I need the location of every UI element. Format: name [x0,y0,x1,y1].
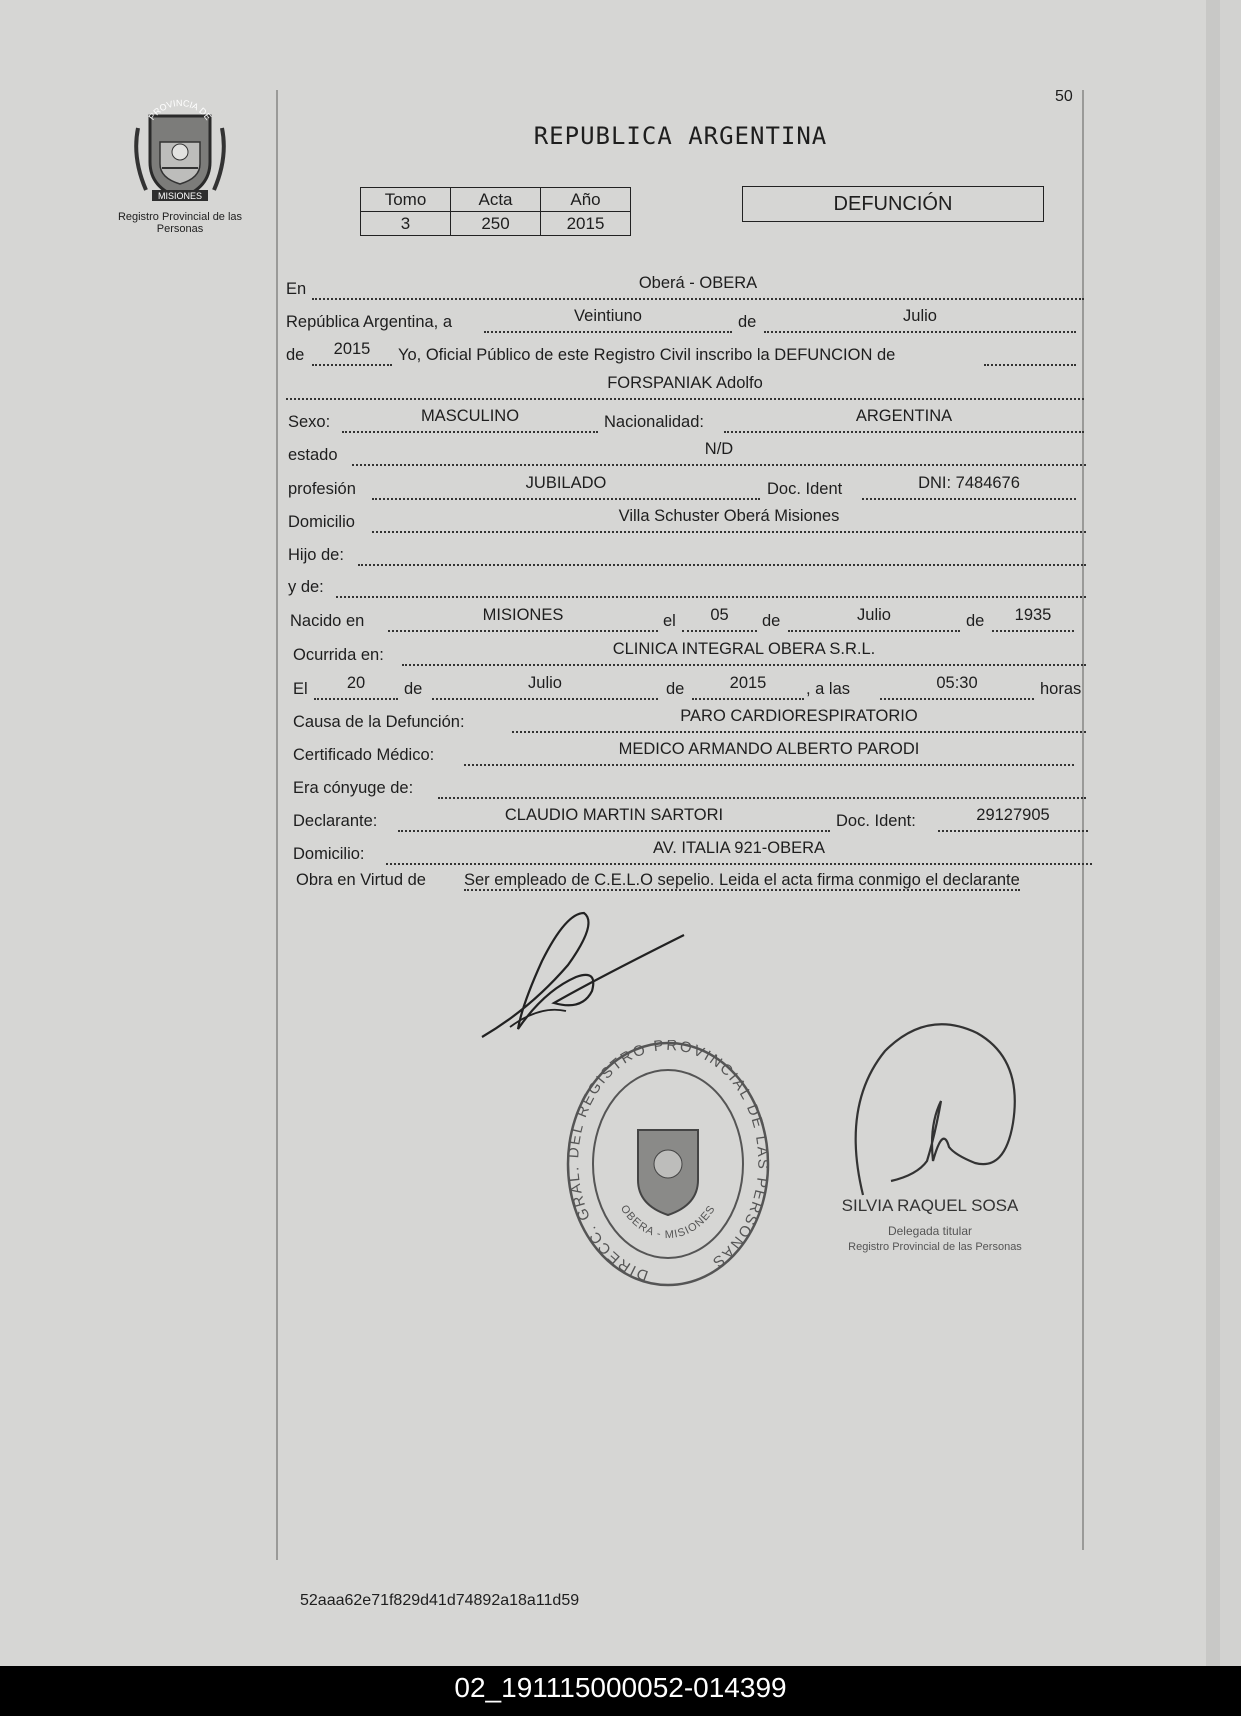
anio-value: 2015 [312,340,392,366]
obra-value: Ser empleado de C.E.L.O sepelio. Leida el acta firma conmigo el declarante [464,871,1020,889]
profesion-label: profesión [288,480,356,498]
hijo-de-value [358,540,1086,566]
deceased-name: FORSPANIAK Adolfo [286,374,1084,400]
declarante-line [0,804,1241,832]
nacido-line [0,604,1241,632]
y-de-label: y de: [288,578,324,596]
republica-label: República Argentina, a [286,313,453,331]
stamp-inner-text: OBERA - MISIONES [617,1202,719,1242]
fecha-de2-label: de [666,680,685,698]
ocurrida-label: Ocurrida en: [293,646,384,664]
nacido-label: Nacido en [290,612,365,630]
declarante-value: CLAUDIO MARTIN SARTORI [398,806,830,832]
estado-value: N/D [352,440,1086,466]
republica-de-label: de [738,313,757,331]
nacionalidad-label: Nacionalidad: [604,413,704,431]
tomo-header: Tomo [361,188,451,212]
en-value: Oberá - OBERA [312,274,1084,300]
domicilio2-line [0,837,1241,865]
republica-line [0,305,1241,333]
anio-de-label: de [286,346,305,364]
acta-header: Acta [451,188,541,212]
fecha-de1-label: de [404,680,423,698]
fecha-horas-label: horas [1040,680,1082,698]
domicilio-line [0,505,1241,533]
fecha-day: 20 [314,674,398,700]
nacionalidad-value: ARGENTINA [724,407,1084,433]
nacido-de1-label: de [762,612,781,630]
ocurrida-value: CLINICA INTEGRAL OBERA S.R.L. [402,640,1086,666]
causa-line [0,705,1241,733]
acta-value: 250 [451,212,541,236]
certificado-value: MEDICO ARMANDO ALBERTO PARODI [464,740,1074,766]
official-signature-icon [845,1005,1055,1205]
stamp-outer-text: DIRECC. GRAL. DEL REGISTRO PROVINCIAL DE LAS PERSONAS [565,1040,771,1284]
month-value: Julio [764,307,1076,333]
estado-label: estado [288,446,338,464]
nacido-el-label: el [663,612,676,630]
certificado-label: Certificado Médico: [293,746,435,764]
fecha-time: 05:30 [880,674,1034,700]
nacido-de2-label: de [966,612,985,630]
fecha-alas-label: , a las [806,680,851,698]
anio-line-blank [984,340,1076,366]
profesion-line [0,472,1241,500]
nacido-place: MISIONES [388,606,658,632]
registry-stamp-icon [565,1040,771,1288]
page-number: 50 [1055,88,1073,105]
causa-value: PARO CARDIORESPIRATORIO [512,707,1086,733]
ocurrida-line [0,638,1241,666]
fecha-year: 2015 [692,674,804,700]
nombre-line [0,372,1241,400]
fecha-month: Julio [432,674,658,700]
sexo-value: MASCULINO [342,407,598,433]
oficial-text: Yo, Oficial Público de este Registro Civil inscribo la DEFUNCION de [398,346,896,364]
official-office: Registro Provincial de las Personas [848,1241,1022,1253]
certificado-line [0,738,1241,766]
obra-value-block [464,869,1094,892]
page-edge-shadow [1206,0,1220,1666]
footer-id: 02_191115000052-014399 [454,1672,787,1703]
document-hash: 52aaa62e71f829d41d74892a18a11d59 [300,1592,580,1609]
logo-arc-text: PROVINCIA DE [146,98,214,122]
estado-line [0,438,1241,466]
record-type-box: DEFUNCIÓN [742,186,1044,222]
logo-bottom-text: MISIONES [157,191,203,201]
doc-ident2-label: Doc. Ident: [836,812,916,830]
en-label: En [286,280,307,298]
conyuge-value [438,773,1086,799]
domicilio-label: Domicilio [288,513,355,531]
misiones-coat-of-arms-icon [130,98,230,202]
domicilio2-value: AV. ITALIA 921-OBERA [386,839,1092,865]
y-de-value [336,572,1086,598]
conyuge-line [0,771,1241,799]
en-line [0,272,1241,300]
tomo-value: 3 [361,212,451,236]
anio-line [0,338,1241,366]
causa-label: Causa de la Defunción: [293,713,465,731]
official-name: SILVIA RAQUEL SOSA [841,1196,1019,1215]
conyuge-label: Era cónyuge de: [293,779,414,797]
anio-header: Año [541,188,631,212]
domicilio2-label: Domicilio: [293,845,365,863]
y-de-line [0,570,1241,598]
anio-value: 2015 [541,212,631,236]
domicilio-value: Villa Schuster Oberá Misiones [372,507,1086,533]
hijo-de-line [0,538,1241,566]
sexo-label: Sexo: [288,413,331,431]
official-title: Delegada titular [887,1224,973,1238]
hijo-de-label: Hijo de: [288,546,344,564]
logo-caption: Registro Provincial de las Personas [117,211,243,235]
record-reference-table [360,187,631,236]
profesion-value: JUBILADO [372,474,760,500]
nacido-day: 05 [682,606,757,632]
doc-ident-value: DNI: 7484676 [862,474,1076,500]
declarant-signature-icon [470,905,690,1045]
nacido-month: Julio [788,606,960,632]
fecha-el-label: El [293,680,308,698]
doc-ident2-value: 29127905 [938,806,1088,832]
nacido-year: 1935 [992,606,1074,632]
document-title: REPUBLICA ARGENTINA [533,122,828,150]
doc-ident-label: Doc. Ident [767,480,843,498]
obra-label: Obra en Virtud de [296,871,426,889]
fecha-line [0,672,1241,700]
provincial-logo [100,98,260,235]
day-value: Veintiuno [484,307,732,333]
declarante-label: Declarante: [293,812,378,830]
sexo-line [0,405,1241,433]
